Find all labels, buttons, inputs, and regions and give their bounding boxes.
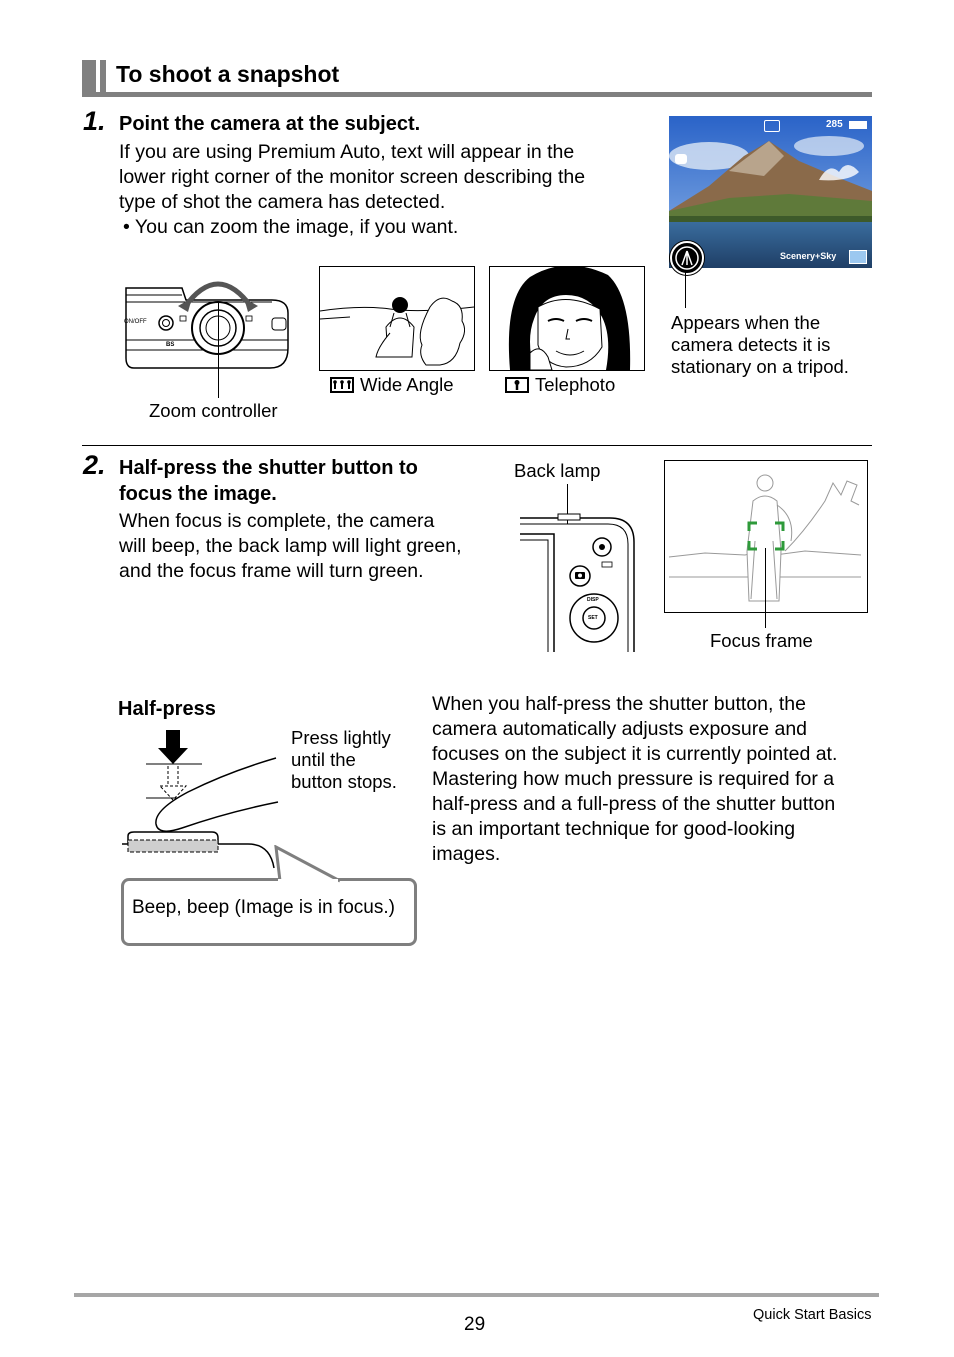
- press-lightly-caption: [291, 727, 397, 793]
- half-press-illustration: [118, 728, 288, 878]
- camera-back-drawing: [520, 512, 640, 652]
- heading-stripe: [82, 60, 96, 94]
- back-lamp-caption: Back lamp: [514, 460, 601, 481]
- half-press-explanation: [432, 692, 837, 867]
- callout-line: [765, 548, 766, 628]
- body-line: When you half-press the shutter button, the: [432, 693, 806, 715]
- camera-back-illustration: [520, 512, 640, 652]
- step-divider: [82, 445, 872, 446]
- page-title: To shoot a snapshot: [116, 61, 340, 87]
- caption-line: stationary on a tripod.: [671, 356, 849, 377]
- step-2-body: [119, 509, 462, 584]
- finger-press-drawing: [118, 728, 288, 878]
- caption-line: camera detects it is: [671, 334, 831, 355]
- caption-line: button stops.: [291, 771, 397, 792]
- section-name: Quick Start Basics: [753, 1307, 872, 1323]
- body-line: focuses on the subject it is currently pointed at.: [432, 743, 838, 765]
- caption-line: Appears when the: [671, 312, 821, 333]
- set-button-label: SET: [588, 615, 598, 621]
- beep-text: Beep, beep (Image is in focus.): [132, 897, 395, 918]
- step-2-title: [119, 455, 418, 507]
- bullet-item: • You can zoom the image, if you want.: [123, 216, 459, 238]
- body-line: lower right corner of the monitor screen describing the: [119, 166, 586, 188]
- step-1-body: [119, 140, 585, 240]
- caption-line: Press lightly: [291, 727, 391, 748]
- telephoto-caption: [505, 374, 615, 396]
- telephoto-icon: [505, 377, 529, 393]
- caption-line: until the: [291, 749, 356, 770]
- speech-bubble-tail: [270, 845, 350, 885]
- image-size-icon: [849, 121, 867, 129]
- title-line: focus the image.: [119, 483, 277, 505]
- heading-underline: [82, 92, 872, 97]
- shots-remaining: 285: [826, 119, 843, 130]
- focus-frame-image: [664, 460, 868, 613]
- body-line: If you are using Premium Auto, text will appear in the: [119, 141, 575, 163]
- body-line: half-press and a full-press of the shutter button: [432, 793, 836, 815]
- scenery-icon: [849, 250, 867, 264]
- body-line: will beep, the back lamp will light green,: [119, 535, 462, 557]
- tripod-caption: [671, 312, 849, 378]
- scene-label: Scenery+Sky: [780, 251, 837, 261]
- footer-rule: [74, 1293, 879, 1297]
- step-1-title: Point the camera at the subject.: [119, 113, 421, 135]
- hand-shake-icon: [675, 154, 687, 164]
- camera-mode-icon: [764, 120, 780, 132]
- zoom-controller-caption: Zoom controller: [149, 400, 278, 421]
- step-1-number: 1.: [83, 106, 106, 136]
- half-press-title: Half-press: [118, 698, 216, 720]
- callout-line: [218, 302, 219, 398]
- body-line: When focus is complete, the camera: [119, 510, 435, 532]
- wide-angle-icon: [330, 377, 354, 393]
- disp-button-label: DISP: [587, 597, 599, 603]
- telephoto-label: Telephoto: [535, 374, 616, 395]
- wide-angle-caption: [330, 374, 454, 396]
- camera-top-illustration: [122, 268, 292, 373]
- model-label: BS: [166, 342, 175, 348]
- body-line: and the focus frame will turn green.: [119, 560, 424, 582]
- title-line: Half-press the shutter button to: [119, 457, 418, 479]
- callout-line: [685, 272, 686, 308]
- wide-angle-label: Wide Angle: [360, 374, 454, 395]
- tripod-icon: [670, 241, 704, 275]
- power-button-label: ON/OFF: [124, 319, 147, 325]
- body-line: type of shot the camera has detected.: [119, 191, 446, 213]
- telephoto-drawing: [490, 267, 644, 370]
- heading-stripe: [100, 60, 106, 94]
- camera-drawing: [122, 268, 292, 373]
- page-number: 29: [464, 1314, 486, 1335]
- focus-frame-drawing: [665, 461, 867, 612]
- focus-frame-caption: Focus frame: [710, 630, 813, 651]
- wide-angle-drawing: [320, 267, 474, 370]
- body-line: camera automatically adjusts exposure and: [432, 718, 808, 740]
- telephoto-image: [489, 266, 645, 371]
- body-line: is an important technique for good-looking: [432, 818, 796, 840]
- step-2-number: 2.: [83, 450, 106, 480]
- wide-angle-image: [319, 266, 475, 371]
- body-line: images.: [432, 843, 501, 865]
- body-line: Mastering how much pressure is required for a: [432, 768, 835, 790]
